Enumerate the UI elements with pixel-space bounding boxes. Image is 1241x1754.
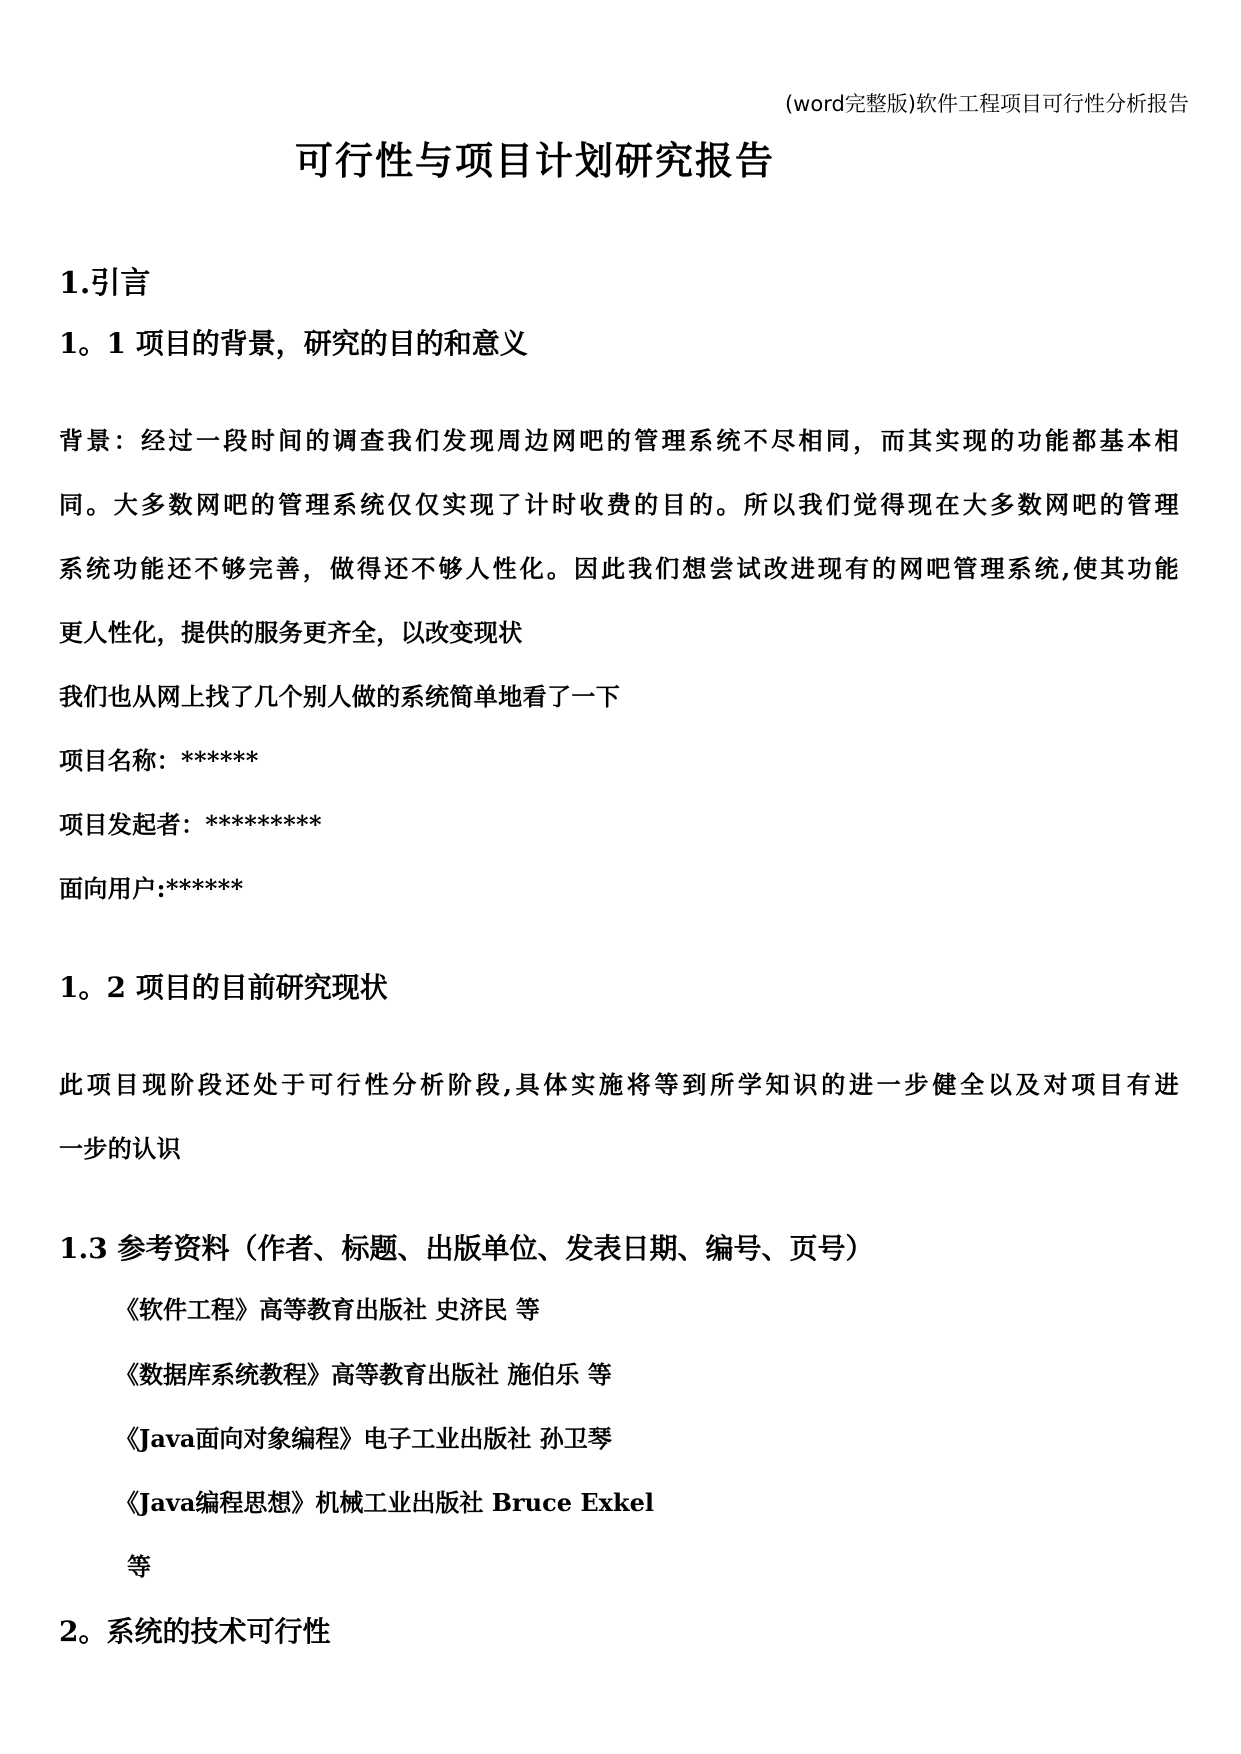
background-line-3: 系统功能还不够完善，做得还不够人性化。因此我们想尝试改进现有的网吧管理系统,使其功能	[59, 554, 1179, 583]
background-line-4: 更人性化，提供的服务更齐全，以改变现状	[59, 618, 523, 647]
section-2-heading: 2。系统的技术可行性	[59, 1615, 331, 1648]
extra-line: 我们也从网上找了几个别人做的系统简单地看了一下	[59, 682, 621, 711]
status-line-2: 一步的认识	[59, 1134, 181, 1163]
reference-item: 《Java编程思想》机械工业出版社 Bruce Exkel	[115, 1488, 654, 1517]
background-line-1: 背景：经过一段时间的调查我们发现周边网吧的管理系统不尽相同，而其实现的功能都基本相	[59, 426, 1179, 455]
status-line-1: 此项目现阶段还处于可行性分析阶段,具体实施将等到所学知识的进一步健全以及对项目有进	[59, 1070, 1179, 1099]
section-1-2-heading: 1。2 项目的目前研究现状	[59, 971, 388, 1004]
project-name: 项目名称：******	[59, 746, 259, 775]
section-1-1-heading: 1。1 项目的背景，研究的目的和意义	[59, 327, 528, 360]
project-initiator: 项目发起者：*********	[59, 810, 322, 839]
document-title: 可行性与项目计划研究报告	[294, 138, 775, 183]
reference-etc: 等	[127, 1552, 151, 1581]
reference-item: 《Java面向对象编程》电子工业出版社 孙卫琴	[115, 1424, 612, 1453]
reference-item: 《数据库系统教程》高等教育出版社 施伯乐 等	[115, 1360, 612, 1389]
reference-item: 《软件工程》高等教育出版社 史济民 等	[115, 1295, 540, 1324]
target-users: 面向用户:******	[59, 874, 244, 903]
page-header: (word完整版)软件工程项目可行性分析报告	[784, 92, 1189, 116]
background-line-2: 同。大多数网吧的管理系统仅仅实现了计时收费的目的。所以我们觉得现在大多数网吧的管理	[59, 490, 1179, 519]
section-1-3-heading: 1.3 参考资料（作者、标题、出版单位、发表日期、编号、页号）	[59, 1232, 874, 1265]
section-1-heading: 1.引言	[59, 266, 151, 301]
